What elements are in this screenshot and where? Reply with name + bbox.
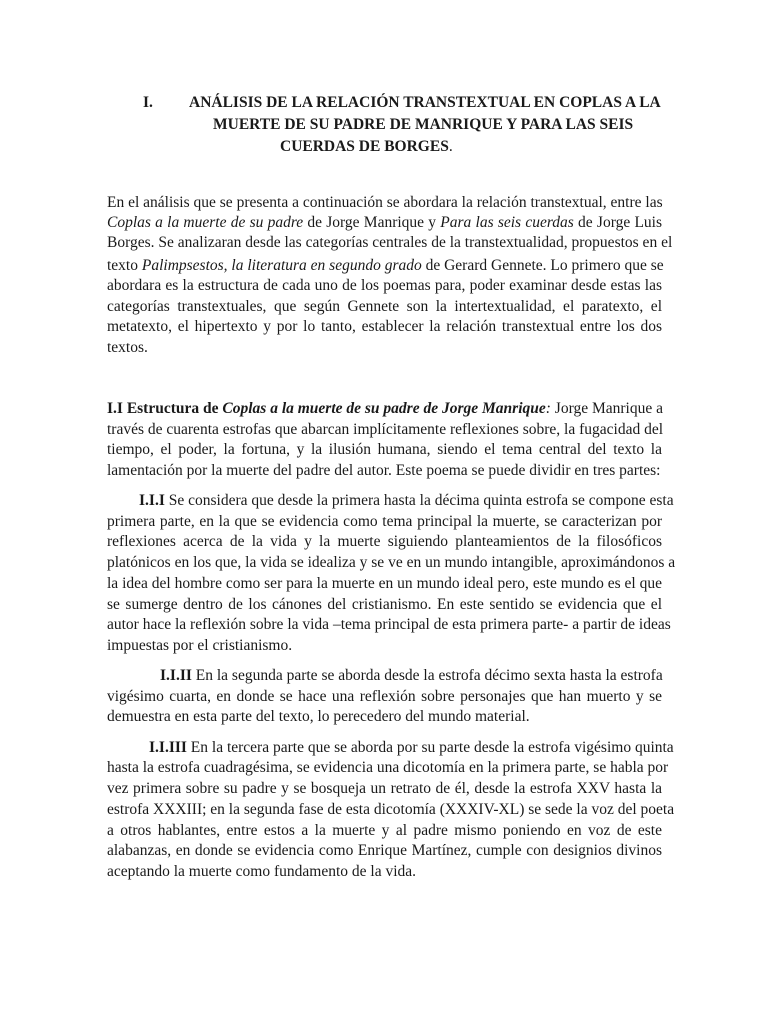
section-heading	[143, 92, 663, 158]
part-line: a otros hablantes, entre estos a la muerte y al padre mismo poniendo en voz de este	[107, 822, 662, 839]
part-line: alabanzas, en donde se evidencia como Enrique Martínez, cumple con designios divinos	[107, 842, 662, 859]
part-line: I.I.III En la tercera parte que se aborda por su parte desde la estrofa vigésimo quinta	[149, 739, 674, 756]
structure-line: tiempo, el poder, la fortuna, y la ilusión humana, siendo el tema central del texto la	[107, 441, 662, 458]
intro-line: Coplas a la muerte de su padre de Jorge Manrique y Para las seis cuerdas de Jorge Luis	[107, 214, 663, 231]
part-2-label: I.I.II	[160, 667, 192, 684]
part-line: vigésimo cuarta, en donde se hace una reflexión sobre personajes que han muerto y se	[107, 688, 662, 705]
heading-line-3: CUERDAS DE BORGES.	[280, 138, 453, 155]
part-line: platónicos en los que, la vida se idealiza y se ve en un mundo intangible, aproximándonos a	[107, 554, 676, 571]
part-3-label: I.I.III	[149, 739, 187, 756]
part-line: I.I.I Se considera que desde la primera hasta la décima quinta estrofa se compone esta	[139, 492, 674, 509]
intro-line: metatexto, el hipertexto y por lo tanto, establecer la relación transtextual entre los dos	[107, 318, 662, 335]
intro-line: categorías transtextuales, que según Gennete son la intertextualidad, el paratexto, el	[107, 298, 662, 315]
part-line: autor hace la reflexión sobre la vida –tema principal de esta primera parte- a partir de ideas	[107, 616, 671, 633]
part-line: I.I.II En la segunda parte se aborda desde la estrofa décimo sexta hasta la estrofa	[160, 667, 663, 684]
structure-line: I.I Estructura de Coplas a la muerte de su padre de Jorge Manrique: Jorge Manrique a	[107, 400, 663, 417]
intro-line: abordara es la estructura de cada uno de los poemas para, poder examinar desde estas las	[107, 277, 662, 294]
part-line: la idea del hombre como ser para la muerte en un mundo ideal pero, este mundo es el que	[107, 575, 662, 592]
part-line: reflexiones acerca de la vida y la muerte siguiendo planteamientos de la filosóficos	[107, 533, 662, 550]
part-line: aceptando la muerte como fundamento de la vida.	[107, 863, 417, 880]
heading-number: I.	[143, 94, 153, 111]
structure-line: lamentación por la muerte del padre del autor. Este poema se puede dividir en tres partes:	[107, 462, 661, 479]
part-line: impuestas por el cristianismo.	[107, 637, 293, 654]
heading-line-1: ANÁLISIS DE LA RELACIÓN TRANSTEXTUAL EN COPLAS A LA	[189, 94, 661, 111]
part-line: primera parte, en la que se evidencia como tema principal la muerte, se caracterizan por	[107, 513, 662, 530]
part-1-label: I.I.I	[139, 492, 165, 509]
subsection-title-work: Coplas a la muerte de su padre de Jorge Manrique	[222, 400, 546, 417]
intro-line: textos.	[107, 339, 148, 356]
part-line: hasta la estrofa cuadragésima, se evidencia una dicotomía en la primera parte, se habla por	[107, 759, 669, 776]
heading-line-2: MUERTE DE SU PADRE DE MANRIQUE Y PARA LAS SEIS	[213, 116, 634, 133]
part-line: se sumerge dentro de los cánones del cristianismo. En este sentido se evidencia que el	[107, 596, 662, 613]
intro-line: En el análisis que se presenta a continuación se abordara la relación transtextual, entre las	[107, 194, 663, 211]
subsection-title: I.I Estructura de	[107, 400, 223, 417]
part-line: estrofa XXXIII; en la segunda fase de esta dicotomía (XXXIV-XL) se sede la voz del poeta	[107, 801, 675, 818]
intro-line: texto Palimpsestos, la literatura en segundo grado de Gerard Gennete. Lo primero que se	[107, 257, 664, 274]
part-line: demuestra en esta parte del texto, lo perecedero del mundo material.	[107, 708, 530, 725]
structure-line: través de cuarenta estrofas que abarcan implícitamente reflexiones sobre, la fugacidad del	[107, 421, 664, 438]
part-line: vez primera sobre su padre y se bosqueja un retrato de él, desde la estrofa XXV hasta la	[107, 780, 662, 797]
intro-line: Borges. Se analizaran desde las categorías centrales de la transtextualidad, propuestos en el	[107, 234, 673, 251]
